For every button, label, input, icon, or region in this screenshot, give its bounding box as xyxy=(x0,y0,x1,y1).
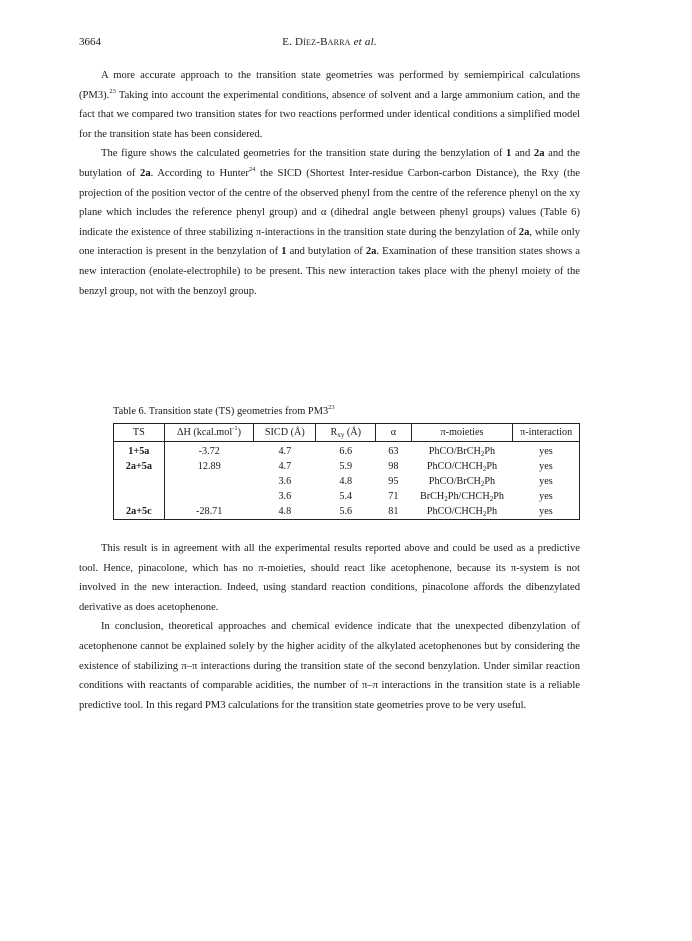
header-pi-moieties: π-moieties xyxy=(411,424,513,442)
header-rxy-symbol: R xyxy=(330,427,338,438)
cell-delta-h: -28.71 xyxy=(164,504,254,520)
cell-rxy: 5.4 xyxy=(339,491,353,502)
cell-delta-h: -3.72 xyxy=(198,446,220,457)
compound-label: 1 xyxy=(506,148,512,160)
running-head xyxy=(79,36,580,48)
cell-sicd: 3.6 xyxy=(278,491,292,502)
moiety-subscript: 2 xyxy=(444,495,448,503)
header-sicd: SICD (Å) xyxy=(254,424,316,442)
cell-rxy: 5.6 xyxy=(316,504,376,520)
text-run: and xyxy=(511,148,534,160)
moiety-subscript: 2 xyxy=(482,510,487,518)
moiety-text: Ph xyxy=(484,476,496,487)
cell-pi-moieties xyxy=(411,504,513,520)
cell-pi-interaction: yes xyxy=(513,489,580,504)
paragraph-figure-geometries xyxy=(79,144,580,301)
cell-delta-h xyxy=(164,489,254,504)
cell-pi-moieties xyxy=(411,474,513,489)
text-run: the SICD (Shortest Inter-residue Carbon-carbon Distance), the Rxy (the projection of the position vector of the centre of the observed phenyl from the centre of the reference phenyl on the xy plane which includes the reference phenyl group) and α (dihedral angle between phenyl groups) values (Table 6) indicate the existence of three stabilizing π-interactions in the transition state during the benzylation of xyxy=(79,167,580,238)
moiety-text: Ph xyxy=(484,446,496,457)
cell-ts: 2a+5c xyxy=(114,504,165,520)
cell-alpha: 95 xyxy=(388,476,399,487)
header-alpha: α xyxy=(376,424,411,442)
table-row xyxy=(114,474,580,489)
page-number: 3664 xyxy=(79,36,101,48)
moiety-text: PhCO/CHCH xyxy=(426,461,483,472)
compound-label: 2a xyxy=(533,148,545,160)
moiety-subscript: 2 xyxy=(489,495,494,503)
cell-sicd: 4.7 xyxy=(278,461,292,472)
text-run: . Examination of these transition states shows a new interaction (enolate-electrophile) to be present. This new interaction takes place with the phenyl moiety of the benzyl group, not with the benzoyl group. xyxy=(79,246,581,297)
moiety-text: BrCH xyxy=(419,491,445,502)
moiety-text: PhCO/BrCH xyxy=(428,446,481,457)
cell-sicd: 4.8 xyxy=(254,504,316,520)
cell-ts: 1+5a xyxy=(114,442,165,460)
running-head-author: E. Díez-Barra xyxy=(282,36,351,48)
header-delta-h-text: ΔH (kcal.mol xyxy=(176,427,233,438)
cell-ts xyxy=(114,474,165,489)
moiety-text: Ph xyxy=(486,506,498,517)
moiety-text: PhCO/CHCH xyxy=(426,506,483,517)
cell-pi-interaction: yes xyxy=(513,474,580,489)
compound-label: 2a xyxy=(365,246,377,258)
cell-pi-moieties xyxy=(411,489,513,504)
text-run: Taking into account the experimental conditions, absence of solvent and a large ammonium cation, and the fact that we compared two transition states for two reactions performed under identical conditions a simplified model for the transition state has been considered. xyxy=(79,89,580,140)
caption-text: Table 6. Transition state (TS) geometries from PM3 xyxy=(113,406,329,417)
moiety-text: Ph xyxy=(493,491,504,502)
text-run: . According to Hunter xyxy=(150,167,249,179)
cell-alpha: 98 xyxy=(388,461,399,472)
cell-pi-interaction: yes xyxy=(513,459,580,474)
compound-label: 2a xyxy=(518,226,530,238)
cell-rxy: 4.8 xyxy=(339,476,353,487)
page-header xyxy=(79,36,580,52)
cell-pi-interaction: yes xyxy=(513,504,580,520)
transition-state-table xyxy=(113,423,580,520)
paragraph-predictive-tool: This result is in agreement with all the experimental results reported above and could be used as a predictive tool. Hence, pinacolone, which has no π-moieties, should react like acetophenone, because its π-system is not involved in the new interaction. Indeed, using standard reaction conditions, pinacolone affords the dibenzylated derivative as does acetophenone. xyxy=(79,543,580,613)
text-run: and butylation of xyxy=(286,246,366,258)
moiety-subscript: 2 xyxy=(480,480,485,488)
cell-pi-moieties xyxy=(411,459,513,474)
moiety-subscript: 2 xyxy=(480,450,485,458)
cell-ts xyxy=(114,489,165,504)
text-run: A more accurate approach to the transition state geometries was performed by semiempirical calculations (PM3). xyxy=(79,70,580,101)
cell-sicd: 4.7 xyxy=(278,446,292,457)
reference-superscript: 24 xyxy=(248,165,256,173)
cell-delta-h: 12.89 xyxy=(197,461,221,472)
table-row xyxy=(114,459,580,474)
compound-label: 1 xyxy=(281,246,287,258)
cell-alpha: 81 xyxy=(376,504,411,520)
moiety-subscript: 2 xyxy=(482,465,487,473)
compound-label: 2a xyxy=(140,167,151,179)
moiety-text: PhCO/BrCH xyxy=(428,476,481,487)
table-header-row xyxy=(114,424,580,442)
cell-sicd: 3.6 xyxy=(278,476,292,487)
cell-pi-moieties xyxy=(411,442,513,460)
header-delta-h-close: ) xyxy=(237,427,241,438)
paragraph-pm3-approach xyxy=(79,66,580,144)
text-run: and the butylation of xyxy=(79,148,580,179)
header-rxy-subscript: xy xyxy=(337,431,345,439)
reference-superscript: 23 xyxy=(328,404,335,411)
body-text-bottom xyxy=(79,539,580,715)
cell-pi-interaction: yes xyxy=(513,442,580,460)
moiety-text: Ph/CHCH xyxy=(447,491,490,502)
table-row xyxy=(114,442,580,460)
running-head-et-al: et al. xyxy=(353,36,377,48)
cell-rxy: 5.9 xyxy=(339,461,353,472)
body-text-top xyxy=(79,66,580,301)
table-row xyxy=(114,504,580,520)
header-ts: TS xyxy=(114,424,165,442)
cell-alpha: 71 xyxy=(388,491,399,502)
text-run: The figure shows the calculated geometries for the transition state during the benzylation of xyxy=(101,148,507,160)
paragraph-conclusion: In conclusion, theoretical approaches and chemical evidence indicate that the unexpected dibenzylation of acetophenone cannot be explained solely by the higher acidity of the alkylated acetophenones but by considering the existence of stabilizing π–π interactions during the transition state of the second benzylation. Under similar reaction conditions with reactants of comparable acidities, the number of π–π interactions in the transition state is a reliable predictive tool. In this regard PM3 calculations for the transition state geometries prove to be very useful. xyxy=(79,621,580,711)
text-run: , while only one interaction is present in the benzylation of xyxy=(79,226,580,258)
header-pi-interaction: π-interaction xyxy=(513,424,580,442)
table-caption xyxy=(113,406,335,417)
moiety-text: Ph xyxy=(486,461,498,472)
header-rxy-unit: (Å) xyxy=(344,427,362,438)
reference-superscript: 23 xyxy=(109,87,116,95)
header-delta-h xyxy=(164,424,254,442)
cell-alpha: 63 xyxy=(388,446,399,457)
header-rxy xyxy=(316,424,376,442)
header-delta-h-exponent: -1 xyxy=(232,425,238,432)
cell-ts: 2a+5a xyxy=(114,459,165,474)
table-row xyxy=(114,489,580,504)
cell-rxy: 6.6 xyxy=(339,446,353,457)
cell-delta-h xyxy=(164,474,254,489)
